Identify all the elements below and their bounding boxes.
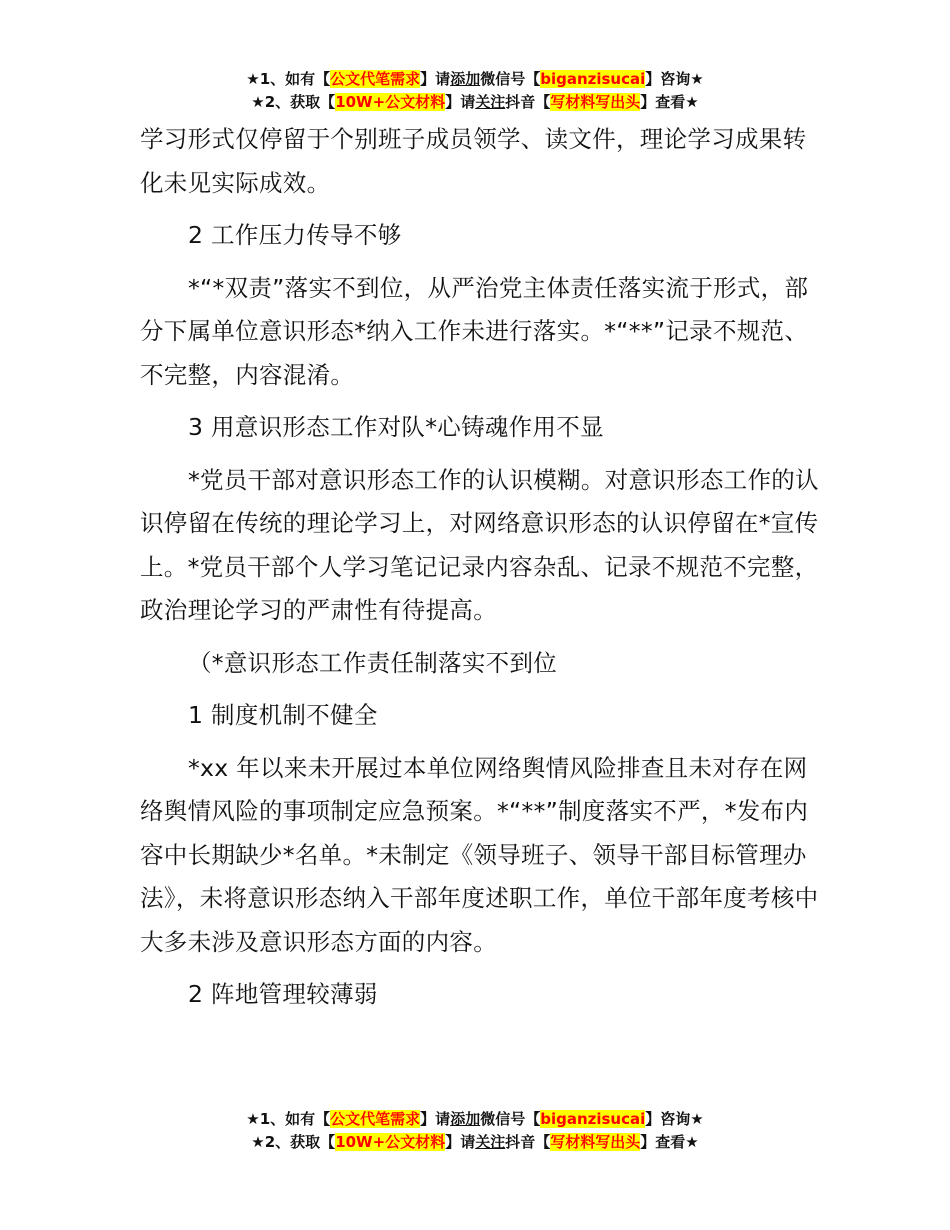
- banner-highlight: 10W+公文材料: [335, 93, 446, 111]
- section-heading: 2 阵地管理较薄弱: [188, 980, 378, 1008]
- footer-banner: [0, 1108, 950, 1154]
- banner-text: 微信号【: [480, 70, 541, 88]
- banner-wechat-id: biganzisucai: [540, 1110, 646, 1128]
- banner-text: 】请: [445, 1133, 476, 1151]
- body-paragraph: *“*双责”落实不到位，从严治党主体责任落实流于形式，部分下属单位意识形态*纳入工作未进行落实。*“**”记录不规范、不完整，内容混淆。: [140, 273, 809, 389]
- banner-text: ★2、获取【: [251, 1133, 336, 1151]
- banner-text: ★2、获取【: [251, 93, 336, 111]
- banner-text: 抖音【: [505, 93, 551, 111]
- banner-douyin-id: 写材料写出头: [550, 1133, 641, 1151]
- section-heading: 1 制度机制不健全: [188, 701, 378, 729]
- banner-text: ★1、如有【: [246, 70, 331, 88]
- banner-wechat-id: biganzisucai: [540, 70, 646, 88]
- banner-douyin-id: 写材料写出头: [550, 93, 641, 111]
- banner-line-1: [0, 1108, 950, 1131]
- body-paragraph: 学习形式仅停留于个别班子成员领学、读文件，理论学习成果转化未见实际成效。: [140, 125, 807, 197]
- banner-text: 】请: [445, 93, 476, 111]
- banner-underline: 关注: [475, 1133, 506, 1151]
- banner-text: 】请: [420, 1110, 451, 1128]
- section-heading: 3 用意识形态工作对队*心铸魂作用不显: [188, 413, 604, 441]
- banner-underline: 添加: [450, 1110, 481, 1128]
- body-paragraph: *党员干部对意识形态工作的认识模糊。对意识形态工作的认识停留在传统的理论学习上，对网络意识形态的认识停留在*宣传上。*党员干部个人学习笔记记录内容杂乱、记录不规范不完整，政治理论学习的严肃性有待提高。: [140, 465, 819, 624]
- banner-highlight: 10W+公文材料: [335, 1133, 446, 1151]
- banner-highlight: 公文代笔需求: [330, 1110, 421, 1128]
- section-heading: 2 工作压力传导不够: [188, 221, 402, 249]
- banner-line-1: [0, 68, 950, 91]
- banner-underline: 关注: [475, 93, 506, 111]
- body-paragraph: *xx 年以来未开展过本单位网络舆情风险排查且未对存在网络舆情风险的事项制定应急预案。*“**”制度落实不严，*发布内容中长期缺少*名单。*未制定《领导班子、领导干部目标管理办法》，未将意识形态纳入干部年度述职工作，单位干部年度考核中大多未涉及意识形态方面的内容。: [140, 753, 819, 956]
- document-body: [140, 118, 820, 1026]
- banner-text: 抖音【: [505, 1133, 551, 1151]
- banner-text: ★1、如有【: [246, 1110, 331, 1128]
- banner-text: 】咨询★: [645, 1110, 704, 1128]
- section-heading: （*意识形态工作责任制落实不到位: [188, 648, 558, 677]
- banner-line-2: [0, 91, 950, 114]
- banner-text: 】查看★: [640, 1133, 699, 1151]
- header-banner: [0, 68, 950, 114]
- banner-highlight: 公文代笔需求: [330, 70, 421, 88]
- banner-text: 】咨询★: [645, 70, 704, 88]
- banner-text: 】请: [420, 70, 451, 88]
- banner-line-2: [0, 1131, 950, 1154]
- banner-text: 微信号【: [480, 1110, 541, 1128]
- banner-underline: 添加: [450, 70, 481, 88]
- banner-text: 】查看★: [640, 93, 699, 111]
